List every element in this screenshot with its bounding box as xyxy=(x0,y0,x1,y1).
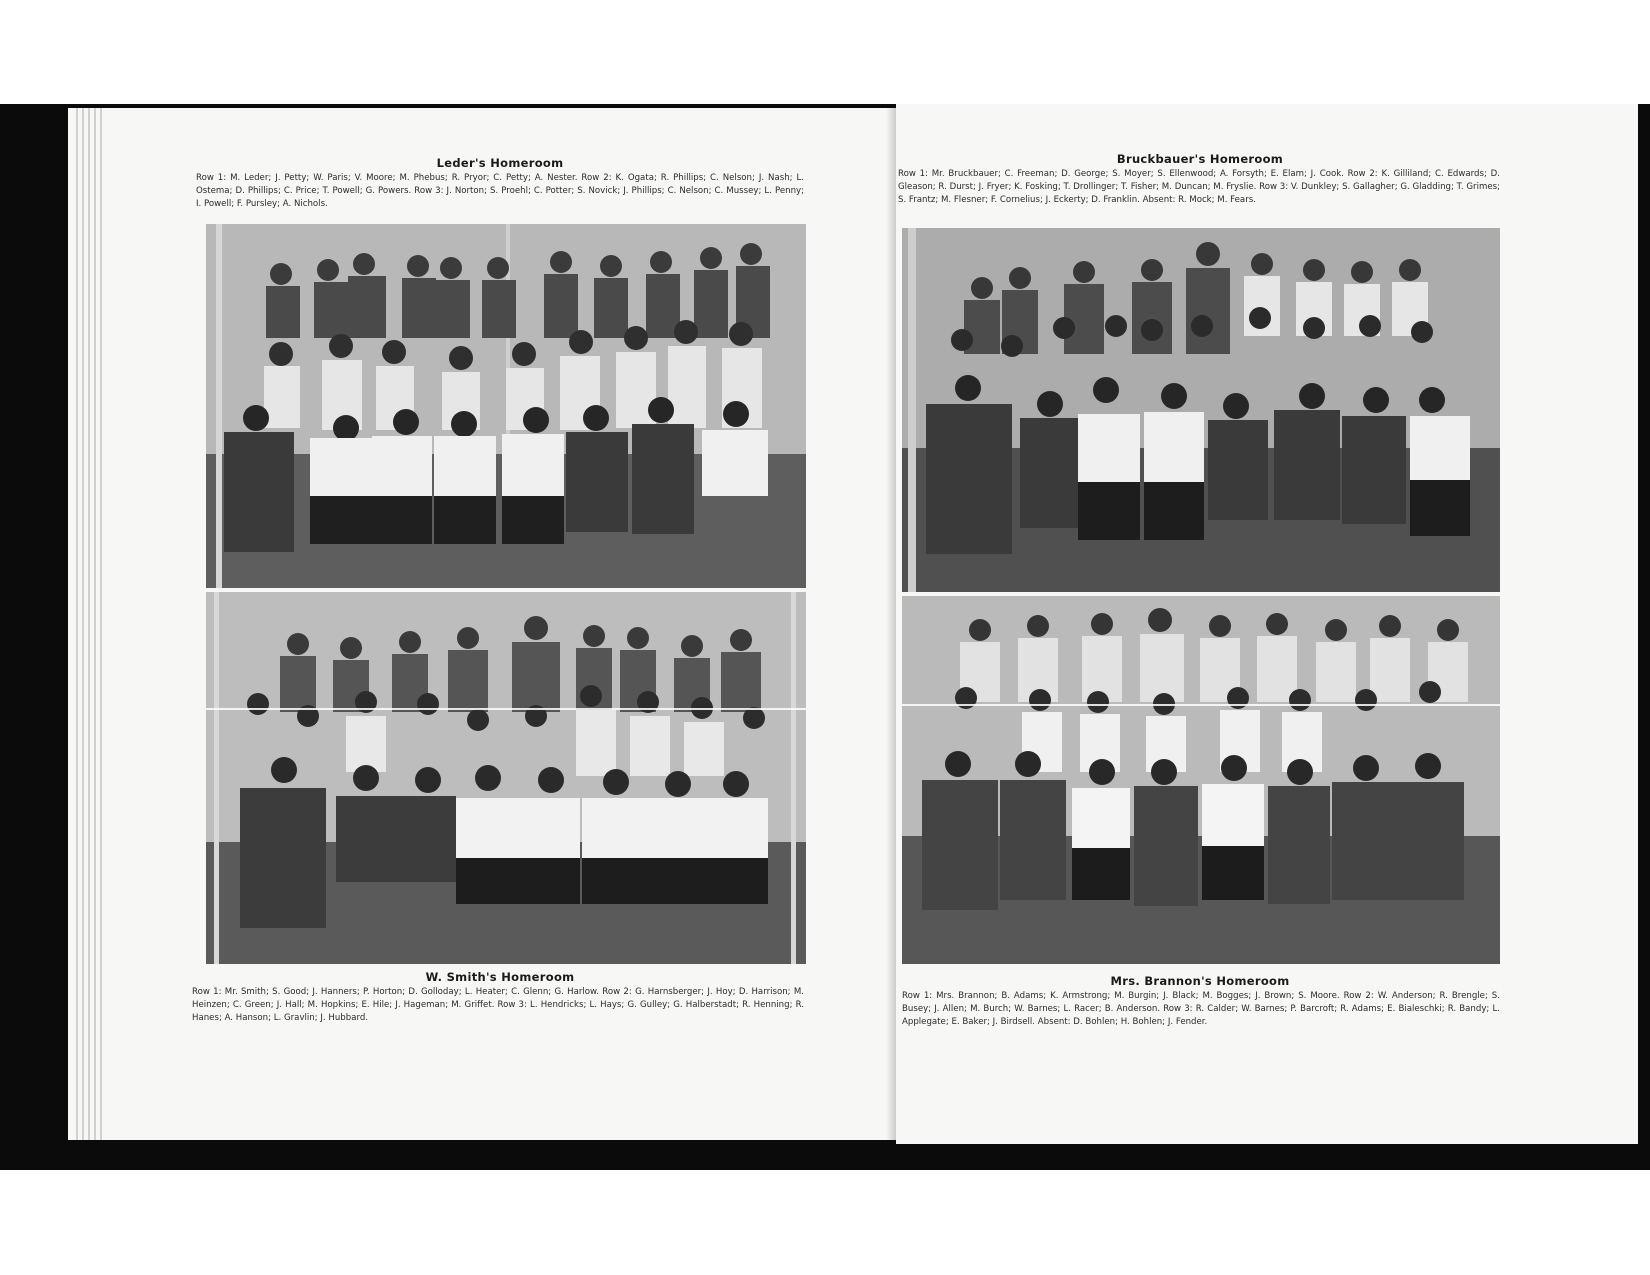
class-photo-image xyxy=(206,592,806,964)
class-photo-image xyxy=(902,228,1500,592)
class-photo-image xyxy=(206,224,806,588)
left-page xyxy=(68,108,898,1140)
leder-homeroom-title: Leder's Homeroom xyxy=(436,156,564,170)
scan-seam xyxy=(902,704,1500,706)
class-photo-image xyxy=(902,596,1500,964)
bruckbauer-homeroom-photo xyxy=(902,228,1500,592)
page-edge xyxy=(76,108,78,1140)
spine-shadow xyxy=(886,108,896,1140)
bruckbauer-homeroom-names: Row 1: Mr. Bruckbauer; C. Freeman; D. George; S. Moyer; S. Ellenwood; A. Forsyth; E. Elam; J. Cook. Row 2: K. Gilliland; C. Edwards; D. Gleason; R. Durst; J. Fryer; K. Fosking; T. Drollinger; T. Fisher; M. Duncan; M. Fryslie. Row 3: V. Dunkley; S. Gallagher; G. Gladding; T. Grimes; S. Frantz; M. Flesner; F. Cornelius; J. Eckerty; D. Franklin. Absent: R. Mock; M. Fears. xyxy=(898,169,1500,205)
brannon-homeroom-names: Row 1: Mrs. Brannon; B. Adams; K. Armstrong; M. Burgin; J. Black; M. Bogges; J. Brown; S. Moore. Row 2: W. Anderson; R. Brengle; S. Busey; J. Allen; M. Burch; W. Barnes; L. Racer; B. Anderson. Row 3: R. Calder; W. Barnes; P. Barcroft; R. Adams; E. Bialeschki; R. Bandy; L. Applegate; E. Baker; J. Birdsell. Absent: D. Bohlen; H. Bohlen; J. Fender. xyxy=(902,991,1500,1027)
page-edge xyxy=(82,108,84,1140)
page-edge xyxy=(100,108,102,1140)
right-page xyxy=(896,104,1638,1144)
brannon-homeroom-title: Mrs. Brannon's Homeroom xyxy=(1110,974,1290,988)
page-edge xyxy=(88,108,90,1140)
brannon-homeroom-photo xyxy=(902,596,1500,964)
w-smith-homeroom-title: W. Smith's Homeroom xyxy=(425,970,575,984)
page-edge xyxy=(94,108,96,1140)
leder-homeroom-names: Row 1: M. Leder; J. Petty; W. Paris; V. Moore; M. Phebus; R. Pryor; C. Petty; A. Nester. Row 2: K. Ogata; R. Phillips; C. Nelson; J. Nash; L. Ostema; D. Phillips; C. Price; T. Powell; G. Powers. Row 3: J. Norton; S. Proehl; C. Potter; S. Novick; J. Phillips; C. Nelson; C. Mussey; L. Penny; I. Powell; F. Pursley; A. Nichols. xyxy=(196,173,804,209)
leder-homeroom-photo xyxy=(206,224,806,588)
w-smith-homeroom-names: Row 1: Mr. Smith; S. Good; J. Hanners; P. Horton; D. Golloday; L. Heater; C. Glenn; G. Harlow. Row 2: G. Harnsberger; J. Hoy; D. Harrison; M. Heinzen; C. Green; J. Hall; M. Hopkins; E. Hile; J. Hageman; M. Griffet. Row 3: L. Hendricks; L. Hays; G. Gulley; G. Halberstadt; R. Henning; R. Hanes; A. Hanson; L. Gravlin; J. Hubbard. xyxy=(192,987,804,1023)
w-smith-homeroom-photo xyxy=(206,592,806,964)
scan-seam xyxy=(206,708,806,710)
bruckbauer-homeroom-title: Bruckbauer's Homeroom xyxy=(1116,152,1284,166)
